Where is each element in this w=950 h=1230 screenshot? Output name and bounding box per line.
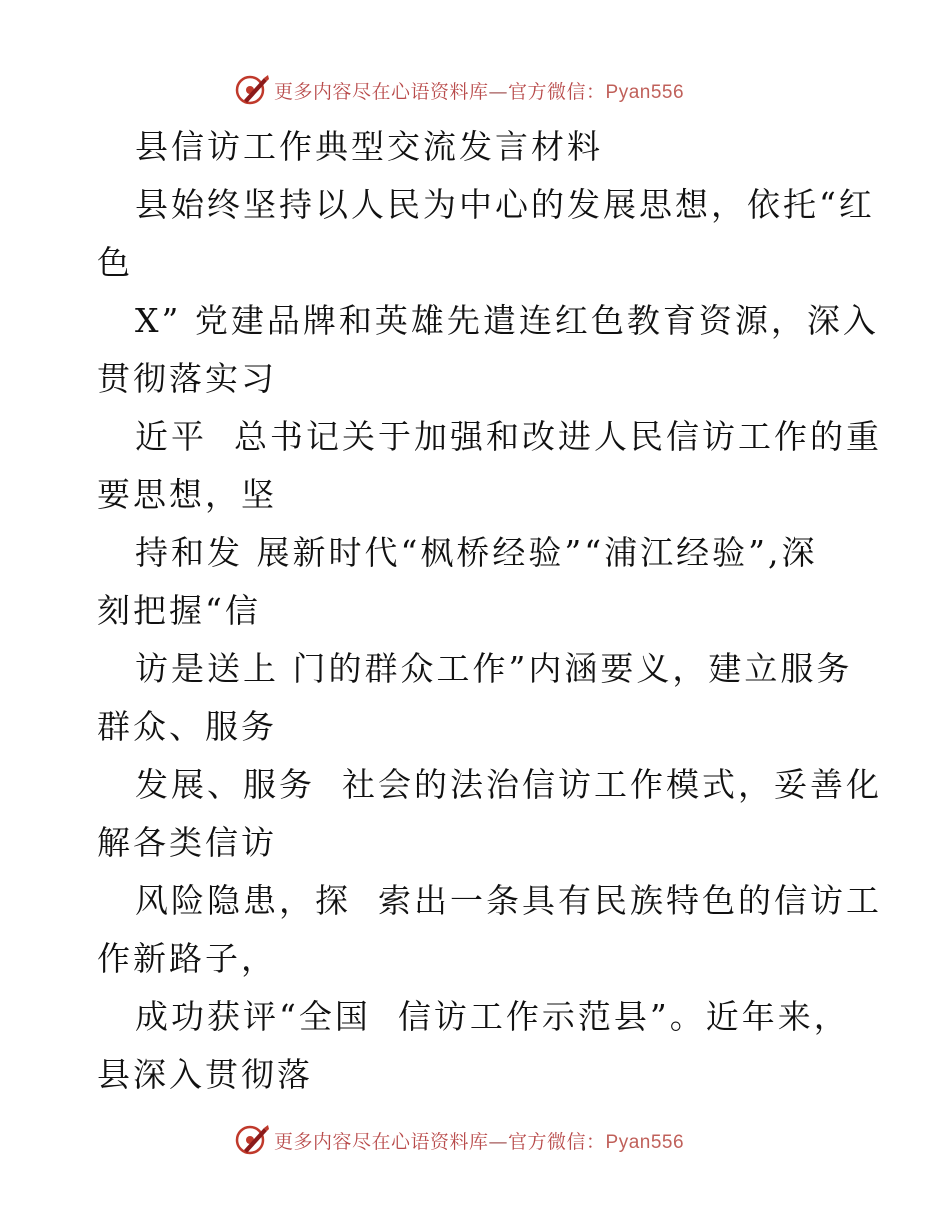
pen-logo-icon [234, 1122, 270, 1158]
footer-prefix: 官方微信： [508, 1130, 606, 1153]
document-body [97, 118, 882, 1104]
footer-wechat-id: Pyan556 [605, 1131, 685, 1153]
doc-line: 县深入贯彻落 [97, 1055, 313, 1094]
doc-line: 群众、服务 [97, 707, 277, 746]
footer-separator: — [488, 1130, 509, 1153]
doc-line: 持和发 展新时代“枫桥经验”“浦江经验”,深 [135, 533, 818, 572]
pen-logo-icon [234, 72, 270, 108]
doc-line: 访是送上 门的群众工作”内涵要义，建立服务 [135, 649, 853, 688]
footer-text [274, 1127, 684, 1154]
doc-title: 县信访工作典型交流发言材料 [135, 127, 603, 166]
doc-line: 近平 总书记关于加强和改进人民信访工作的重 [135, 417, 882, 456]
doc-line: 贯彻落实习 [97, 359, 277, 398]
footer-banner [234, 1120, 724, 1160]
doc-line: 刻把握“信 [97, 591, 261, 630]
header-text [274, 77, 684, 104]
doc-line: 成功获评“全国 信访工作示范县”。近年来， [135, 997, 850, 1036]
footer-brand: 更多内容尽在心语资料库 [274, 1130, 489, 1153]
header-banner [234, 70, 724, 110]
doc-line: 色 [97, 243, 133, 282]
doc-line: 县始终坚持以人民为中心的发展思想，依托“红 [135, 185, 875, 224]
doc-line: 发展、服务 社会的法治信访工作模式，妥善化 [135, 765, 882, 804]
header-prefix: 官方微信： [508, 80, 606, 103]
header-brand: 更多内容尽在心语资料库 [274, 80, 489, 103]
doc-line: 要思想，坚 [97, 475, 277, 514]
doc-line: 风险隐患，探 索出一条具有民族特色的信访工 [135, 881, 882, 920]
doc-line: 解各类信访 [97, 823, 277, 862]
doc-line: 作新路子， [97, 939, 277, 978]
header-separator: — [488, 80, 509, 103]
header-wechat-id: Pyan556 [605, 81, 685, 103]
doc-line: X” 党建品牌和英雄先遣连红色教育资源，深入 [135, 301, 879, 340]
